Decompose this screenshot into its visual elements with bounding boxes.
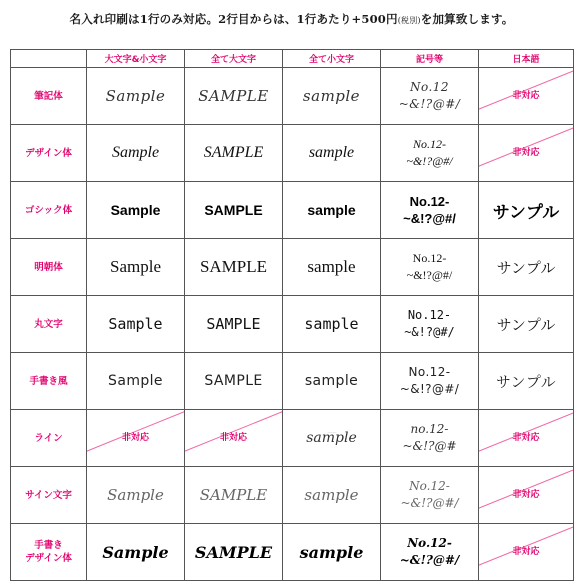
sample-cell: [185, 296, 283, 353]
print-notice: [0, 6, 583, 32]
not-supported-cell: [479, 125, 574, 182]
row-label-line1: 手書き: [34, 540, 63, 551]
sample-text: SAMPLE: [206, 315, 261, 333]
sample-cell: [381, 296, 479, 353]
row-hikkitai: [11, 68, 574, 125]
font-sample-table: [10, 49, 574, 581]
col-header-upper: 全て大文字: [185, 50, 283, 68]
sample-cell: [283, 239, 381, 296]
row-label: [11, 524, 87, 581]
sample-cell: [283, 182, 381, 239]
sample-cell: [381, 410, 479, 467]
sample-text: sample: [307, 257, 356, 276]
col-header-symbols: 記号等: [381, 50, 479, 68]
sample-cell: [381, 68, 479, 125]
sample-cell: [479, 353, 574, 410]
row-design: [11, 125, 574, 182]
sample-cell: [381, 353, 479, 410]
row-label: 明朝体: [11, 239, 87, 296]
row-maru: [11, 296, 574, 353]
row-label: ゴシック体: [11, 182, 87, 239]
row-sign: [11, 467, 574, 524]
not-supported-label: 非対応: [512, 432, 540, 443]
row-label: ライン: [11, 410, 87, 467]
sample-text: sample: [304, 373, 359, 389]
not-supported-cell: [185, 410, 283, 467]
sample-text: Sample: [108, 373, 163, 389]
sample-cell: [283, 68, 381, 125]
header-row: [11, 50, 574, 68]
sample-text: サンプル: [496, 260, 556, 277]
sample-text: no.12- ~&!?@#: [402, 422, 457, 453]
row-label: サイン文字: [11, 467, 87, 524]
sample-text: Sample: [107, 486, 164, 504]
row-gothic: [11, 182, 574, 239]
sample-cell: [479, 296, 574, 353]
sample-cell: [87, 239, 185, 296]
sample-cell: [283, 296, 381, 353]
sample-cell: [87, 353, 185, 410]
sample-cell: [185, 524, 283, 581]
sample-text: Sample: [105, 87, 166, 105]
sample-text: sample: [304, 486, 359, 504]
row-tegaki: [11, 353, 574, 410]
not-supported-label: 非対応: [512, 489, 540, 500]
sample-cell: [185, 182, 283, 239]
sample-cell: [87, 68, 185, 125]
not-supported-cell: [479, 68, 574, 125]
notice-tax: (税別): [397, 16, 421, 25]
sample-cell: [479, 239, 574, 296]
sample-text: SAMPLE: [198, 87, 269, 105]
row-label: 丸文字: [11, 296, 87, 353]
sample-text: No.12- ~&!?@#/: [406, 137, 453, 168]
sample-text: SAMPLE: [194, 542, 273, 562]
row-tegaki-design: [11, 524, 574, 581]
sample-cell: [381, 125, 479, 182]
sample-cell: [87, 524, 185, 581]
not-supported-label: 非対応: [512, 147, 540, 158]
col-header-mixed: 大文字&小文字: [87, 50, 185, 68]
notice-main: 名入れ印刷は1行のみ対応。2行目からは、1行あたり+500円: [69, 12, 398, 26]
sample-text: sample: [306, 430, 357, 446]
not-supported-cell: [87, 410, 185, 467]
row-label-line2: デザイン体: [25, 553, 72, 564]
sample-text: SAMPLE: [203, 144, 264, 161]
sample-text: SAMPLE: [204, 202, 263, 218]
not-supported-cell: [479, 467, 574, 524]
sample-cell: [283, 125, 381, 182]
sample-cell: [479, 182, 574, 239]
sample-text: サンプル: [496, 315, 556, 334]
sample-cell: [87, 182, 185, 239]
sample-text: sample: [299, 542, 364, 562]
row-mincho: [11, 239, 574, 296]
sample-cell: [283, 353, 381, 410]
not-supported-label: 非対応: [512, 546, 540, 557]
notice-tail: を加算致します。: [420, 12, 514, 26]
sample-cell: [87, 125, 185, 182]
sample-text: No.12- ~&!?@#/: [403, 194, 456, 226]
sample-text: サンプル: [492, 202, 560, 222]
sample-cell: [185, 239, 283, 296]
sample-cell: [185, 125, 283, 182]
sample-text: Sample: [110, 257, 161, 276]
sample-cell: [87, 296, 185, 353]
sample-cell: [283, 467, 381, 524]
row-line: [11, 410, 574, 467]
sample-text: No.12- ~&!?@#/: [399, 536, 460, 567]
sample-cell: [283, 524, 381, 581]
sample-text: No.12 ~&!?@#/: [398, 80, 461, 111]
row-label: 手書き風: [11, 353, 87, 410]
sample-text: Sample: [111, 144, 160, 161]
sample-text: No.12- ~&!?@#/: [404, 308, 455, 339]
sample-text: サンプル: [495, 372, 557, 391]
sample-cell: [185, 68, 283, 125]
sample-text: No.12- ~&!?@#/: [406, 251, 453, 282]
sample-text: Sample: [108, 315, 163, 333]
sample-text: SAMPLE: [199, 486, 268, 504]
not-supported-label: 非対応: [512, 90, 540, 101]
not-supported-label: 非対応: [219, 432, 247, 443]
sample-cell: [381, 524, 479, 581]
sample-text: sample: [307, 202, 356, 218]
sample-text: sample: [308, 144, 355, 161]
sample-cell: [283, 410, 381, 467]
sample-text: sample: [304, 315, 359, 333]
row-label: デザイン体: [11, 125, 87, 182]
sample-text: No.12- ~&!?@#/: [399, 365, 460, 396]
sample-cell: [185, 353, 283, 410]
corner-cell: [11, 50, 87, 68]
sample-text: SAMPLE: [199, 257, 268, 276]
sample-text: sample: [302, 87, 361, 105]
row-label: 筆記体: [11, 68, 87, 125]
sample-text: SAMPLE: [204, 373, 263, 389]
not-supported-cell: [479, 410, 574, 467]
sample-cell: [381, 467, 479, 524]
sample-cell: [381, 239, 479, 296]
sample-text: No.12- ~&!?@#/: [400, 479, 459, 510]
not-supported-label: 非対応: [121, 432, 149, 443]
col-header-lower: 全て小文字: [283, 50, 381, 68]
sample-cell: [381, 182, 479, 239]
col-header-japanese: 日本語: [479, 50, 574, 68]
not-supported-cell: [479, 524, 574, 581]
sample-cell: [185, 467, 283, 524]
sample-cell: [87, 467, 185, 524]
sample-text: Sample: [110, 202, 161, 218]
sample-text: Sample: [102, 542, 169, 562]
